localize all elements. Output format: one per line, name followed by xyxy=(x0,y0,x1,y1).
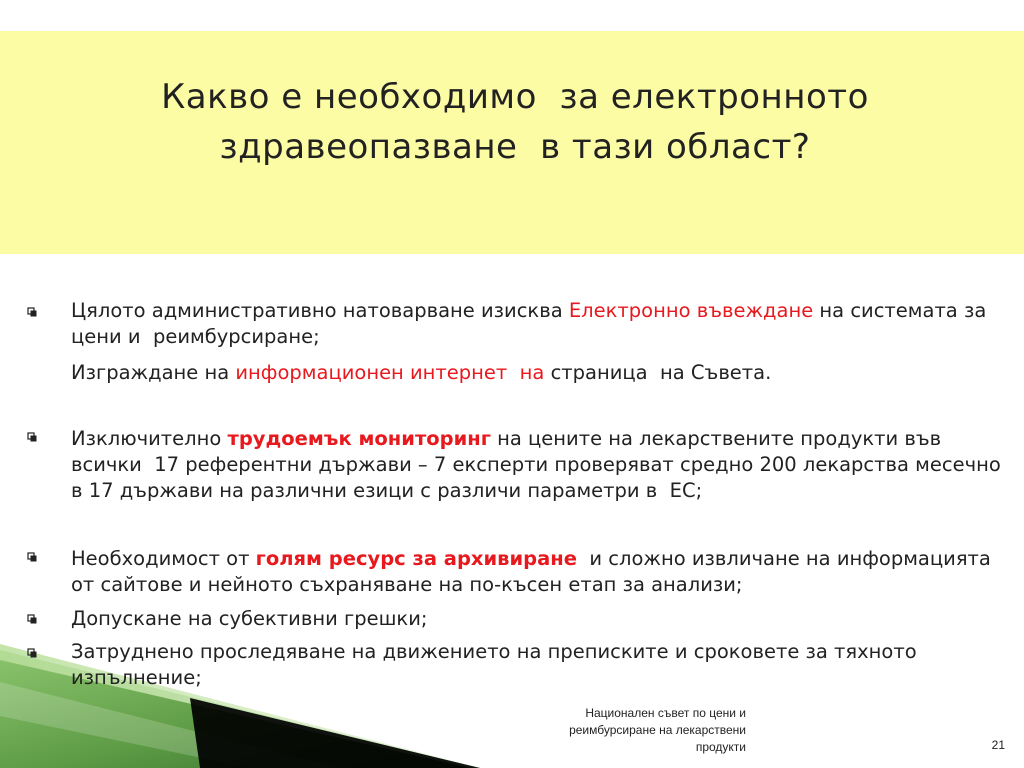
slide-title: Какво е необходимо за електронното здравеопазване в тази област? xyxy=(161,77,881,167)
square-bullet-icon xyxy=(27,614,37,624)
page-number: 21 xyxy=(991,738,1005,752)
list-item: Допускане на субективни грешки; xyxy=(71,607,428,630)
square-bullet-icon xyxy=(27,552,37,562)
highlight-text: информационен интернет на xyxy=(235,361,545,384)
footer-organization: Национален съвет по цени и реимбурсиране на лекарствени продукти xyxy=(569,706,746,754)
list-item: Необходимост от голям ресурс за архивиране и сложно извличане на информацията от сайтове и нейното съхраняване на по-късен етап за анализи; xyxy=(71,547,998,596)
highlight-text: голям ресурс за архивиране xyxy=(255,547,577,570)
list-item: Цялото административно натоварване изисква Електронно въвеждане на системата за цени и реимбурсиране; xyxy=(71,299,993,348)
highlight-text: трудоемък мониторинг xyxy=(227,427,491,450)
square-bullet-icon xyxy=(27,432,37,442)
highlight-text: Електронно въвеждане xyxy=(568,299,814,322)
list-item-continuation: Изграждане на информационен интернет на страница на Съвета. xyxy=(71,361,772,384)
list-item: Затруднено проследяване на движението на преписките и сроковете за тяхното изпълнение; xyxy=(71,640,923,689)
square-bullet-icon xyxy=(27,307,37,317)
square-bullet-icon xyxy=(27,648,37,658)
list-item: Изключително трудоемък мониторинг на цените на лекарствените продукти във всички 17 референтни държави – 7 експерти проверяват средно 200 лекарства месечно в 17 държави на различни езици с различи параметри в ЕС; xyxy=(71,427,1014,502)
